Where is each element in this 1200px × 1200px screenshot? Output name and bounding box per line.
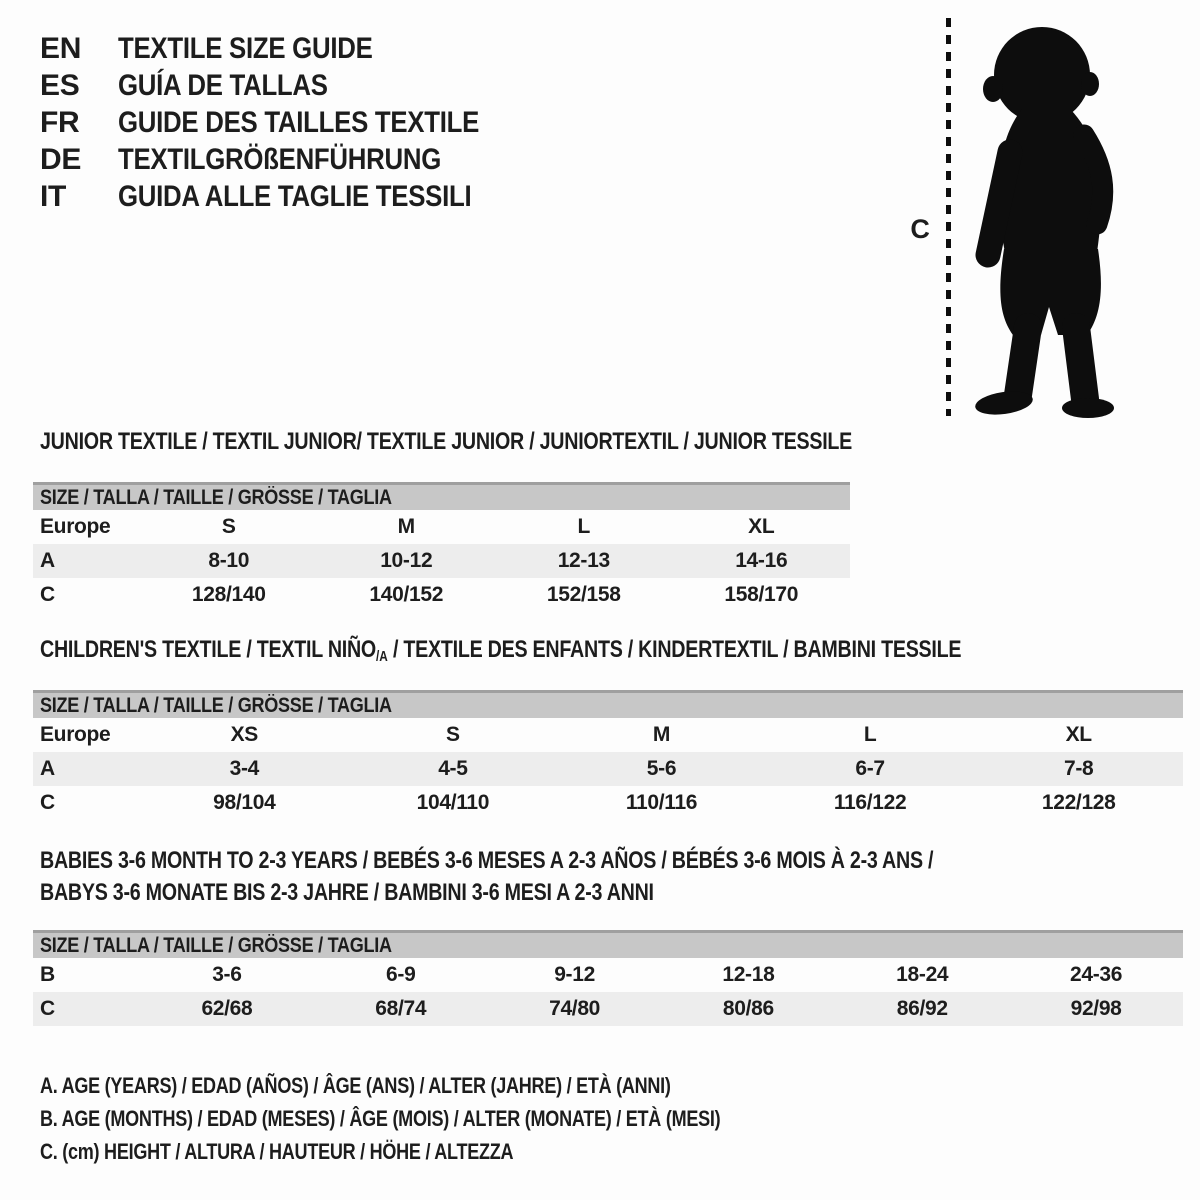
height-cell: 80/86 [722, 997, 774, 1020]
size-header-bar [33, 930, 1183, 958]
age-cell: 8-10 [208, 549, 250, 572]
height-cell: 128/140 [191, 583, 266, 606]
row-label: B [40, 963, 55, 986]
table-row [33, 544, 850, 578]
toddler-silhouette-image [960, 16, 1140, 418]
row-label: C [40, 583, 55, 606]
language-row [40, 178, 538, 215]
legend-line [40, 1069, 870, 1102]
size-cell: M [397, 515, 415, 538]
months-cell: 18-24 [896, 963, 949, 986]
height-cell: 122/128 [1041, 791, 1116, 814]
table-row [33, 510, 850, 544]
row-label: Europe [40, 723, 111, 746]
language-code: DE [40, 142, 82, 176]
children-section-title-text: CHILDREN'S TEXTILE / TEXTIL NIÑO/A / TEXTILE DES ENFANTS / KINDERTEXTIL / BAMBINI TESSILE [40, 636, 962, 666]
babies-title-line2: BABYS 3-6 MONATE BIS 2-3 JAHRE / BAMBINI 3-6 MESI A 2-3 ANNI [40, 879, 654, 906]
legend-line-text: C. (cm) HEIGHT / ALTURA / HAUTEUR / HÖHE / ALTEZZA [40, 1139, 514, 1164]
height-cell: 62/68 [201, 997, 253, 1020]
children-section-title [40, 636, 1163, 665]
size-cell: S [221, 515, 236, 538]
table-row [33, 958, 1183, 992]
months-cell: 12-18 [722, 963, 775, 986]
height-cell: 116/122 [833, 791, 907, 814]
junior-size-table [33, 482, 850, 612]
row-label: Europe [40, 515, 111, 538]
language-title: GUIDA ALLE TAGLIE TESSILI [118, 179, 472, 213]
height-cell: 110/116 [625, 791, 698, 814]
table-row [33, 992, 1183, 1026]
height-cell: 86/92 [896, 997, 948, 1020]
height-cell: 74/80 [549, 997, 601, 1020]
age-cell: 6-7 [855, 757, 885, 780]
size-header-text: SIZE / TALLA / TAILLE / GRÖSSE / TAGLIA [40, 933, 392, 957]
months-cell: 3-6 [212, 963, 242, 986]
height-cell: 92/98 [1070, 997, 1122, 1020]
height-cell: 140/152 [369, 583, 444, 606]
babies-size-table [33, 930, 1183, 1026]
size-header-bar [33, 482, 850, 510]
size-header-bar [33, 690, 1183, 718]
size-cell: XL [748, 515, 775, 538]
months-cell: 6-9 [386, 963, 416, 986]
babies-section-title [40, 845, 1129, 909]
junior-section-title-text: JUNIOR TEXTILE / TEXTIL JUNIOR/ TEXTILE JUNIOR / JUNIORTEXTIL / JUNIOR TESSILE [40, 428, 853, 455]
size-header-text: SIZE / TALLA / TAILLE / GRÖSSE / TAGLIA [40, 485, 392, 509]
junior-section-title [40, 428, 1030, 456]
age-cell: 12-13 [557, 549, 610, 572]
size-cell: L [577, 515, 590, 538]
table-row [33, 718, 1183, 752]
table-row [33, 752, 1183, 786]
age-cell: 3-4 [229, 757, 259, 780]
row-label: A [40, 757, 55, 780]
language-title: GUIDE DES TAILLES TEXTILE [118, 105, 480, 139]
age-cell: 10-12 [380, 549, 433, 572]
language-code: ES [40, 68, 80, 102]
legend-line-text: B. AGE (MONTHS) / EDAD (MESES) / ÂGE (MOIS) / ALTER (MONATE) / ETÀ (MESI) [40, 1106, 721, 1131]
language-title-list [40, 30, 538, 215]
size-cell: XS [230, 723, 258, 746]
age-cell: 14-16 [735, 549, 788, 572]
measure-legend [40, 1069, 870, 1168]
language-code: FR [40, 105, 80, 139]
language-row [40, 141, 538, 178]
children-size-table [33, 690, 1183, 820]
language-title: GUÍA DE TALLAS [118, 68, 328, 102]
language-title: TEXTILE SIZE GUIDE [118, 31, 373, 65]
age-cell: 5-6 [646, 757, 677, 780]
language-row [40, 104, 538, 141]
size-header-text: SIZE / TALLA / TAILLE / GRÖSSE / TAGLIA [40, 693, 392, 717]
table-row [33, 578, 850, 612]
nino-a-subscript: /A [375, 649, 388, 666]
months-cell: 24-36 [1070, 963, 1123, 986]
age-cell: 4-5 [438, 757, 468, 780]
row-label: C [40, 997, 55, 1020]
table-row [33, 786, 1183, 820]
size-cell: M [652, 723, 671, 746]
language-row [40, 30, 538, 67]
months-cell: 9-12 [554, 963, 595, 986]
language-code: IT [40, 179, 67, 213]
babies-title-line1: BABIES 3-6 MONTH TO 2-3 YEARS / BEBÉS 3-6 MESES A 2-3 AÑOS / BÉBÉS 3-6 MOIS À 2-3 ANS / [40, 847, 934, 874]
size-cell: L [863, 723, 877, 746]
height-cell: 152/158 [546, 583, 621, 606]
row-label: C [40, 791, 55, 814]
language-row [40, 67, 538, 104]
age-cell: 7-8 [1063, 757, 1094, 780]
height-cell: 104/110 [416, 791, 490, 814]
size-cell: XL [1065, 723, 1092, 746]
height-cell: 158/170 [724, 583, 799, 606]
height-cell: 98/104 [213, 791, 276, 814]
language-code: EN [40, 31, 82, 65]
height-cell: 68/74 [375, 997, 427, 1020]
height-measure-label: C [910, 214, 930, 244]
row-label: A [40, 549, 55, 572]
legend-line-text: A. AGE (YEARS) / EDAD (AÑOS) / ÂGE (ANS) / ALTER (JAHRE) / ETÀ (ANNI) [40, 1073, 671, 1098]
language-title: TEXTILGRÖßENFÜHRUNG [118, 142, 441, 176]
height-measure-dashed-line [946, 18, 951, 416]
legend-line [40, 1135, 870, 1168]
size-cell: S [446, 723, 460, 746]
legend-line [40, 1102, 870, 1135]
